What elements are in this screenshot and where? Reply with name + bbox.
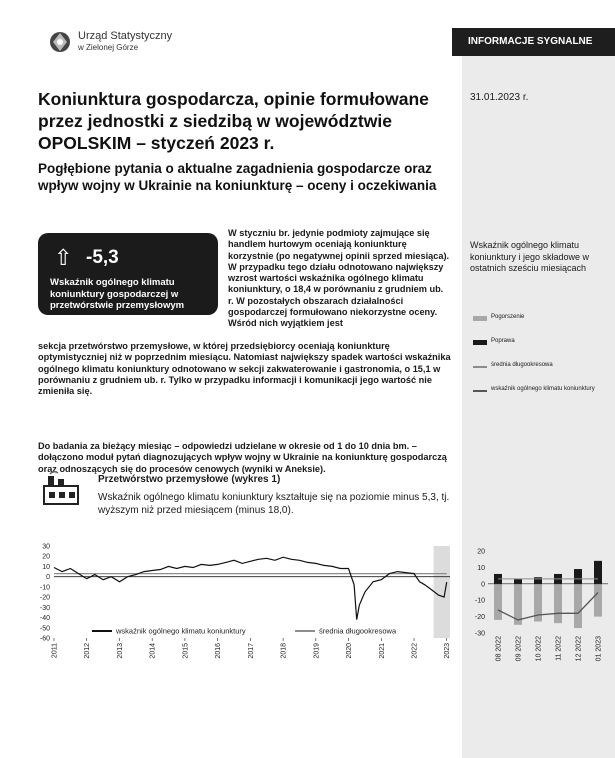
legend-swatch — [473, 340, 487, 345]
factory-icon — [40, 470, 82, 506]
y-tick-label: 10 — [477, 564, 485, 572]
bar-pogorszenie — [554, 584, 562, 623]
x-tick-label: 08 2022 — [495, 636, 503, 662]
legend-item-srednia — [473, 362, 613, 372]
kpi-box — [38, 233, 218, 315]
sidebar-caption: Wskaźnik ogólnego klimatu koniunktury i jego składowe w ostatnich sześciu miesiącach — [470, 240, 590, 273]
legend-item-poprawa — [473, 338, 613, 348]
y-tick-label: -20 — [474, 614, 485, 622]
x-tick-label: 01 2023 — [595, 636, 603, 662]
paragraph-full: sekcja przetwórstwo przemysłowe, w której przedsiębiorcy oceniają koniunkturę optymistyczniej niż w poprzednim miesiącu. Natomiast największy spadek wartości wskaźnika ogólnego klimatu koniunktury odnotowano w sekcji zakwaterowanie i gastronomia, o 15,1 w porównaniu z grudniem ub. r. Tylko w przypadku informacji i komunikacji jego wartość nie zmieniła się. — [38, 341, 451, 397]
bar-poprawa — [594, 561, 602, 584]
arrow-up-icon: ⇧ — [54, 245, 73, 270]
y-tick-label: -50 — [39, 625, 50, 633]
publication-date: 31.01.2023 r. — [470, 92, 529, 103]
legend-item-pogorszenie — [473, 314, 613, 324]
org-name-line1: Urząd Statystyczny — [78, 30, 173, 42]
sidebar-bar-chart — [470, 545, 610, 665]
bar-pogorszenie — [494, 584, 502, 620]
x-tick-label: 2023 — [444, 643, 452, 659]
bar-pogorszenie — [574, 584, 582, 628]
org-name-line2: w Zielonej Górze — [78, 43, 139, 52]
x-tick-label: 2020 — [346, 643, 354, 659]
x-tick-label: 2014 — [149, 643, 157, 659]
y-tick-label: 20 — [477, 548, 485, 556]
y-tick-label: 10 — [42, 563, 50, 571]
x-tick-label: 12 2022 — [575, 636, 583, 662]
y-tick-label: 20 — [42, 553, 50, 561]
legend-label: wskaźnik ogólnego klimatu koniunktury — [491, 386, 595, 392]
legend-swatch — [473, 316, 487, 321]
y-tick-label: -30 — [474, 630, 485, 638]
legend-swatch — [473, 390, 487, 392]
x-tick-label: 2016 — [215, 643, 223, 659]
x-tick-label: 2019 — [313, 643, 321, 659]
bar-poprawa — [534, 577, 542, 584]
legend-label: Poprawa — [491, 338, 515, 344]
x-tick-label: 2012 — [84, 643, 92, 659]
page-title: Koniunktura gospodarcza, opinie formułowane przez jednostki z siedzibą w województwie OPOLSKIM – styczeń 2023 r. — [38, 89, 429, 153]
y-tick-label: -10 — [474, 597, 485, 605]
info-band: INFORMACJE SYGNALNE — [452, 28, 615, 56]
legend-label-wskaznik: wskaźnik ogólnego klimatu koniunktury — [116, 626, 246, 636]
x-tick-label: 09 2022 — [515, 636, 523, 662]
x-tick-label: 11 2022 — [555, 636, 563, 661]
legend-label: Pogorszenie — [491, 314, 525, 320]
legend-item-wskaznik — [473, 386, 613, 396]
y-tick-label: -30 — [39, 604, 50, 612]
x-tick-label: 2013 — [116, 643, 124, 659]
y-tick-label: 0 — [481, 581, 485, 589]
page-subtitle: Pogłębione pytania o aktualne zagadnienia gospodarcze oraz wpływ wojny w Ukrainie na koniunkturę – oceny i oczekiwania — [38, 161, 437, 193]
y-tick-label: -40 — [39, 615, 50, 623]
legend-swatch — [473, 366, 487, 368]
legend-label: średnia długookresowa — [491, 362, 553, 368]
bar-pogorszenie — [594, 584, 602, 617]
main-line-chart — [30, 540, 460, 665]
series-wskaznik-line — [54, 557, 447, 619]
bar-poprawa — [514, 579, 522, 584]
y-tick-label: 0 — [46, 574, 50, 582]
org-name — [78, 30, 172, 54]
logo-emblem-icon — [50, 32, 70, 52]
section-text: Wskaźnik ogólnego klimatu koniunktury kształtuje się na poziomie minus 5,3, tj. wyższym niż przed miesiącem (minus 18,0). — [98, 492, 450, 516]
legend-label-srednia: średnia długookresowa — [319, 626, 397, 636]
y-tick-label: -60 — [39, 635, 50, 643]
bar-poprawa — [574, 569, 582, 584]
y-tick-label: -20 — [39, 594, 50, 602]
paragraph-survey: Do badania za bieżący miesiąc – odpowiedzi udzielane w okresie od 1 do 10 dnia bm. – dołączono moduł pytań diagnozujących wpływ wojny w Ukrainie na koniunkturę gospodarczą oraz odnoszących się do procesów cenowych (wyniki w Aneksie). — [38, 441, 447, 474]
x-tick-label: 2011 — [51, 643, 59, 659]
x-tick-label: 2018 — [280, 643, 288, 659]
paragraph-right: W styczniu br. jedynie podmioty zajmujące się handlem hurtowym oceniają koniunkturę korzystnie (po negatywnej opinii sprzed miesiąca). W przypadku tego działu odnotowano największy wzrost wartości wskaźnika ogólnego klimatu koniunktury, o 18,4 w porównaniu z grudniem ub. r. W pozostałych obszarach działalności gospodarczej formułowano niekorzystne oceny. Wśród nich wyjątkiem jest — [228, 228, 450, 329]
kpi-value: -5,3 — [86, 247, 119, 268]
section-title: Przetwórstwo przemysłowe (wykres 1) — [98, 474, 281, 485]
highlight-band — [434, 546, 450, 638]
x-tick-label: 10 2022 — [535, 636, 543, 662]
kpi-label: Wskaźnik ogólnego klimatu koniunktury gospodarczej w przetwórstwie przemysłowym — [50, 277, 185, 311]
x-tick-label: 2021 — [378, 643, 386, 659]
y-tick-label: 30 — [42, 543, 50, 551]
x-tick-label: 2017 — [247, 643, 255, 659]
y-tick-label: -10 — [39, 584, 50, 592]
x-tick-label: 2015 — [182, 643, 190, 659]
series-wskaznik-line — [498, 593, 598, 620]
x-tick-label: 2022 — [411, 643, 419, 659]
